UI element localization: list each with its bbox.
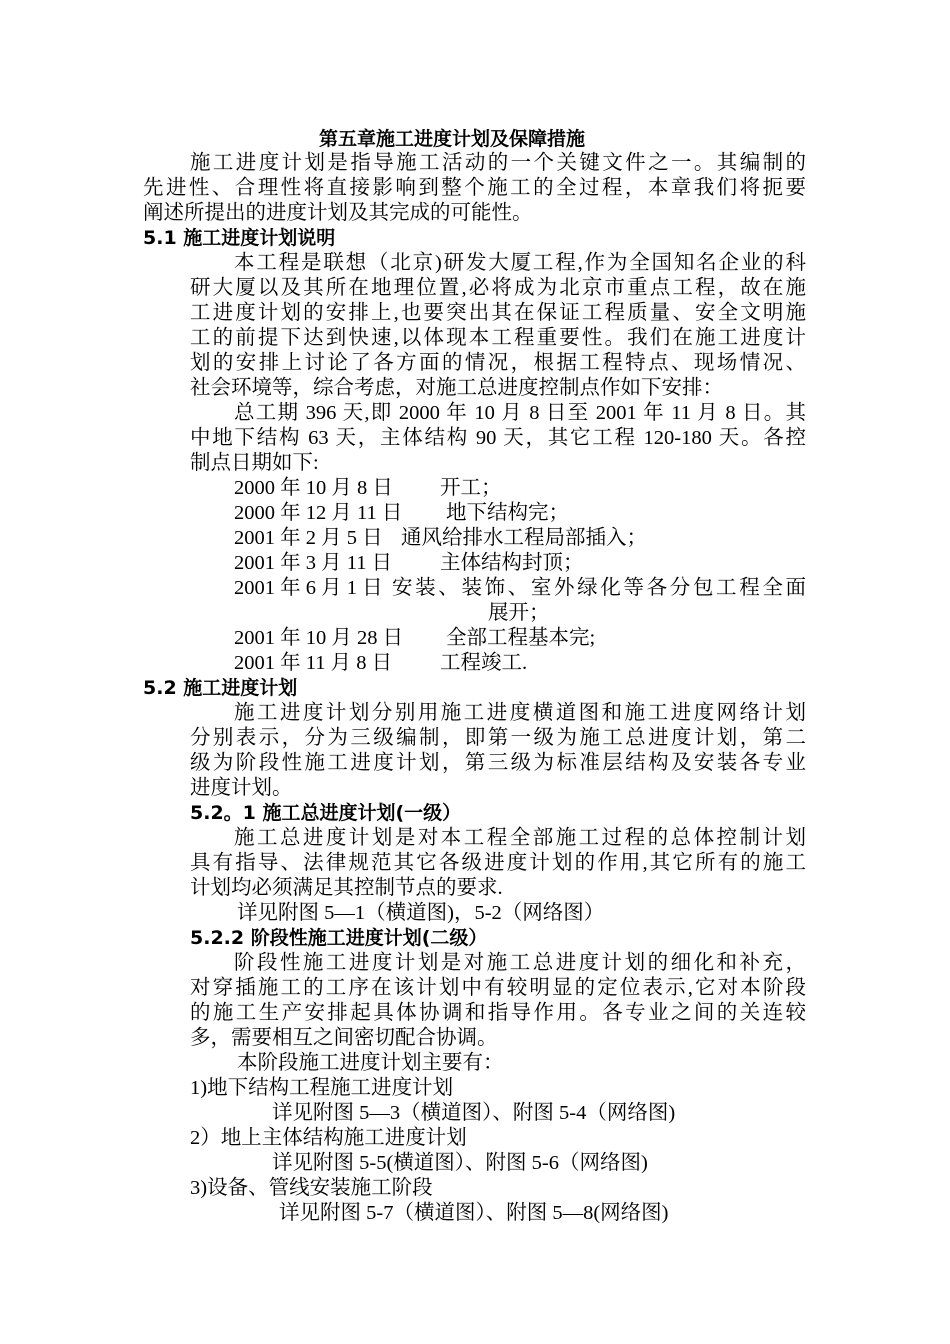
milestone-event: 全部工程基本完; (446, 627, 596, 649)
figure-reference: 详见附图 5-5(横道图）、附图 5-6（网络图) (272, 1152, 648, 1174)
paragraph-line: 对穿插施工的工序在该计划中有较明显的定位表示,它对本阶段 (190, 977, 806, 999)
milestone-event: 地下结构完； (446, 502, 569, 524)
paragraph-line: 划的安排上讨论了各方面的情况，根据工程特点、现场情况、 (190, 352, 806, 374)
milestone-event: 工程竣工. (440, 652, 528, 674)
paragraph-line: 总工期 396 天,即 2000 年 10 月 8 日至 2001 年 11 月 8 日。其 (234, 402, 806, 424)
subsection-heading-5-2-2: 5.2.2 阶段性施工进度计划(二级） (190, 927, 488, 949)
milestone-date: 2001 年 10 月 28 日 (234, 627, 404, 649)
paragraph-line: 级为阶段性施工进度计划，第三级为标准层结构及安装各专业 (190, 752, 806, 774)
paragraph-line: 制点日期如下: (190, 452, 319, 474)
paragraph-line: 的施工生产安排起具体协调和指导作用。各专业之间的关连较 (190, 1002, 806, 1024)
paragraph-line: 工的前提下达到快速,以体现本工程重要性。我们在施工进度计 (190, 327, 806, 349)
milestone-event: 通风给排水工程局部插入； (401, 527, 647, 549)
milestone-date: 2001 年 2 月 5 日 (234, 527, 383, 549)
figure-reference: 详见附图 5—1（横道图)，5-2（网络图） (237, 902, 605, 924)
paragraph-line: 中地下结构 63 天，主体结构 90 天，其它工程 120-180 天。各控 (190, 427, 806, 449)
milestone-date: 2001 年 11 月 8 日 (234, 652, 393, 674)
milestone-event: 主体结构封顶； (440, 552, 584, 574)
section-heading-5-1: 5.1 施工进度计划说明 (143, 227, 336, 249)
paragraph-line: 多，需要相互之间密切配合协调。 (190, 1027, 498, 1049)
milestone-event: 开工； (440, 477, 502, 499)
milestone-event: 安装、装饰、室外绿化等各分包工程全面 (392, 577, 806, 599)
paragraph-line: 计划均必须满足其控制节点的要求. (190, 877, 503, 899)
subsection-heading-5-2-1: 5.2。1 施工总进度计划(一级） (190, 802, 462, 824)
paragraph-line: 社会环境等，综合考虑，对施工总进度控制点作如下安排： (190, 377, 723, 399)
paragraph-line: 进度计划。 (190, 777, 293, 799)
milestone-date: 2001 年 3 月 11 日 (234, 552, 393, 574)
paragraph-line: 分别表示，分为三级编制，即第一级为施工总进度计划，第二 (190, 727, 806, 749)
paragraph-line: 研大厦以及其所在地理位置,必将成为北京市重点工程，故在施 (190, 277, 806, 299)
list-item-label: 1)地下结构工程施工进度计划 (190, 1077, 454, 1099)
paragraph-line: 具有指导、法律规范其它各级进度计划的作用,其它所有的施工 (190, 852, 806, 874)
paragraph-line: 阶段性施工进度计划是对施工总进度计划的细化和补充， (234, 952, 806, 974)
figure-reference: 详见附图 5—3（横道图）、附图 5-4（网络图) (272, 1102, 676, 1124)
intro-line: 施工进度计划是指导施工活动的一个关键文件之一。其编制的 (190, 152, 806, 174)
milestone-date: 2001 年 6 月 1 日 (234, 577, 383, 599)
milestone-event-continued: 展开； (488, 602, 550, 624)
intro-line: 先进性、合理性将直接影响到整个施工的全过程，本章我们将扼要 (143, 177, 806, 199)
list-item-label: 3)设备、管线安装施工阶段 (190, 1177, 433, 1199)
paragraph-line: 工进度计划的安排上,也要突出其在保证工程质量、安全文明施 (190, 302, 806, 324)
figure-reference: 详见附图 5-7（横道图）、附图 5—8(网络图) (279, 1202, 669, 1224)
intro-line: 阐述所提出的进度计划及其完成的可能性。 (143, 202, 533, 224)
page-title: 第五章施工进度计划及保障措施 (319, 128, 586, 150)
section-heading-5-2: 5.2 施工进度计划 (143, 677, 298, 699)
paragraph-line: 施工总进度计划是对本工程全部施工过程的总体控制计划 (234, 827, 806, 849)
list-intro: 本阶段施工进度计划主要有： (237, 1052, 504, 1074)
milestone-date: 2000 年 12 月 11 日 (234, 502, 403, 524)
paragraph-line: 施工进度计划分别用施工进度横道图和施工进度网络计划 (234, 702, 806, 724)
paragraph-line: 本工程是联想（北京)研发大厦工程,作为全国知名企业的科 (234, 252, 806, 274)
milestone-date: 2000 年 10 月 8 日 (234, 477, 393, 499)
list-item-label: 2）地上主体结构施工进度计划 (190, 1127, 467, 1149)
